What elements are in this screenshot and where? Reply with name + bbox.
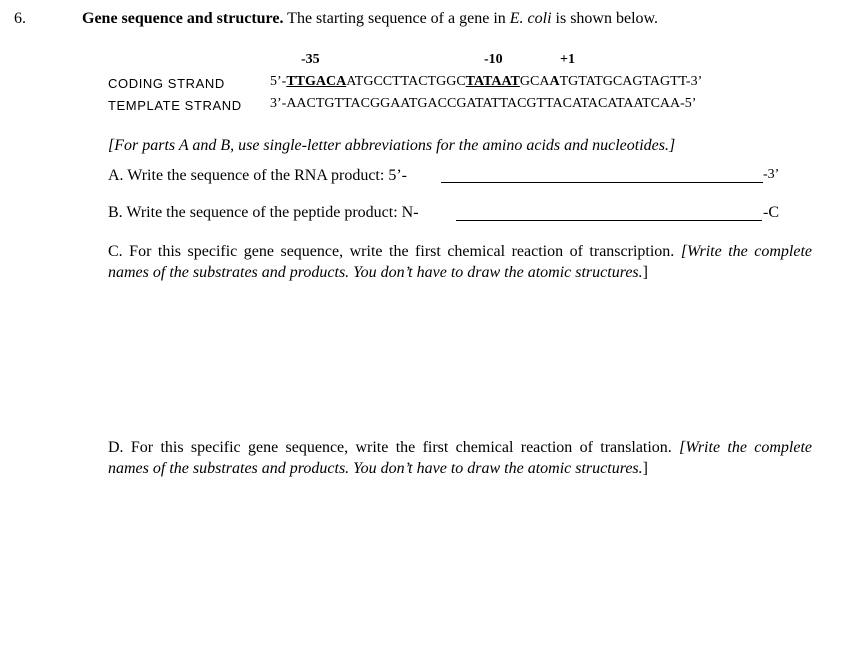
minus-35-box: TTGACA: [286, 74, 347, 89]
instruction-text: [For parts A and B, use single-letter abbreviations for the amino acids and nucleotides.]: [108, 137, 676, 154]
part-b-end: -C: [763, 204, 779, 221]
part-d-question: [108, 437, 812, 479]
coding-prefix: 5’-: [270, 74, 287, 89]
part-c-bracket: ]: [642, 264, 648, 281]
transcription-start-nucleotide: A: [549, 74, 560, 89]
part-c-line-1: [108, 241, 812, 262]
question-number: 6.: [14, 10, 26, 27]
coding-strand-sequence: [270, 74, 702, 90]
coding-spacer-1: ATGCCTTACTGGC: [346, 74, 466, 89]
question-intro-end: is shown below.: [551, 10, 659, 27]
part-a-prompt: A. Write the sequence of the RNA product: 5’-: [108, 167, 407, 184]
part-d-italic-end: names of the substrates and products. You don’t have to draw the atomic structures.: [108, 460, 643, 477]
question-heading: [82, 10, 658, 28]
part-c-italic-start: [Write the complete: [680, 243, 813, 260]
question-title: Gene sequence and structure.: [82, 10, 284, 27]
template-strand-label: TEMPLATE STRAND: [108, 98, 242, 113]
part-d-line-1: [108, 437, 812, 458]
position-minus-10-label: -10: [484, 52, 503, 67]
part-d-italic-start: [Write the complete: [679, 439, 813, 456]
part-d-bracket: ]: [642, 460, 648, 477]
part-c-line-2: [108, 262, 812, 283]
coding-strand-label: CODING STRAND: [108, 76, 225, 91]
part-a-answer-line[interactable]: [441, 182, 763, 183]
position-minus-35-label: -35: [301, 52, 320, 67]
organism-name: E. coli: [509, 10, 552, 27]
part-b-answer-line[interactable]: [456, 220, 762, 221]
part-c-italic-end: names of the substrates and products. You don’t have to draw the atomic structures.: [108, 264, 643, 281]
minus-10-box: TATAAT: [465, 74, 520, 89]
part-c-text: C. For this specific gene sequence, write the first chemical reaction of transcription.: [108, 243, 681, 260]
part-d-line-2: [108, 458, 812, 479]
coding-spacer-2: GCA: [519, 74, 550, 89]
part-c-question: [108, 241, 812, 283]
part-a-end: -3’: [763, 167, 780, 182]
question-intro: The starting sequence of a gene in: [283, 10, 510, 27]
position-plus-1-label: +1: [560, 52, 575, 67]
coding-rest: TGTATGCAGTAGTT-3’: [559, 74, 703, 89]
part-b-prompt: B. Write the sequence of the peptide product: N-: [108, 204, 419, 221]
template-strand-sequence: 3’-AACTGTTACGGAATGACCGATATTACGTTACATACATAATCAA-5’: [270, 96, 697, 111]
part-d-text: D. For this specific gene sequence, write the first chemical reaction of translation.: [108, 439, 680, 456]
